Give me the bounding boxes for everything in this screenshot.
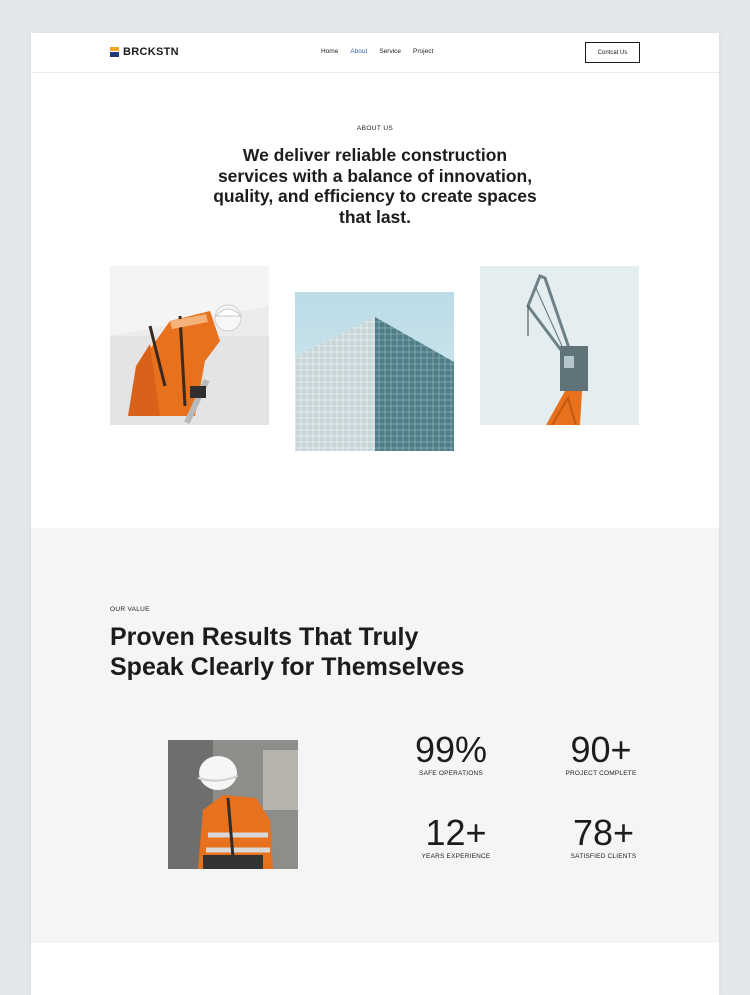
values-heading-line-1: Proven Results That Truly [110,623,419,651]
glass-building-photo [295,292,454,451]
stat-caption: YEARS EXPERIENCE [421,853,491,860]
crane-photo [480,266,639,425]
stat-caption: PROJECT COMPLETE [565,770,637,777]
brand-name: BRCKSTN [123,46,179,58]
stat-safe-operations [401,731,501,777]
values-label: OUR VALUE [110,606,150,613]
nav-project[interactable]: Project [413,48,434,55]
stat-satisfied-clients [561,814,646,860]
about-label: ABOUT US [356,125,394,132]
nav-service[interactable]: Service [379,48,402,55]
values-heading-line-2: Speak Clearly for Themselves [110,653,465,681]
nav-home[interactable]: Home [321,48,339,55]
about-heading: We deliver reliable construction services with a balance of innovation, quality, and efficiency to create spaces that last. [213,145,537,227]
site-header [31,33,719,73]
stat-value: 90+ [570,729,632,770]
stat-project-complete [561,731,641,777]
main-nav [321,48,433,55]
values-heading [110,622,530,682]
stat-years-experience [406,814,506,860]
stat-caption: SAFE OPERATIONS [419,770,483,777]
stat-value: 99% [414,729,488,770]
values-section [31,528,719,943]
logo-mark-icon [110,47,119,57]
nav-about[interactable]: About [350,48,368,55]
construction-worker-photo [110,266,269,425]
contact-button[interactable]: Contcat Us [585,42,640,63]
stat-caption: SATISFIED CLIENTS [570,853,637,860]
brand-logo[interactable] [110,46,179,58]
stat-value: 12+ [425,812,487,853]
worker-helmet-photo [168,740,298,869]
stat-value: 78+ [572,812,635,853]
page [31,33,719,995]
